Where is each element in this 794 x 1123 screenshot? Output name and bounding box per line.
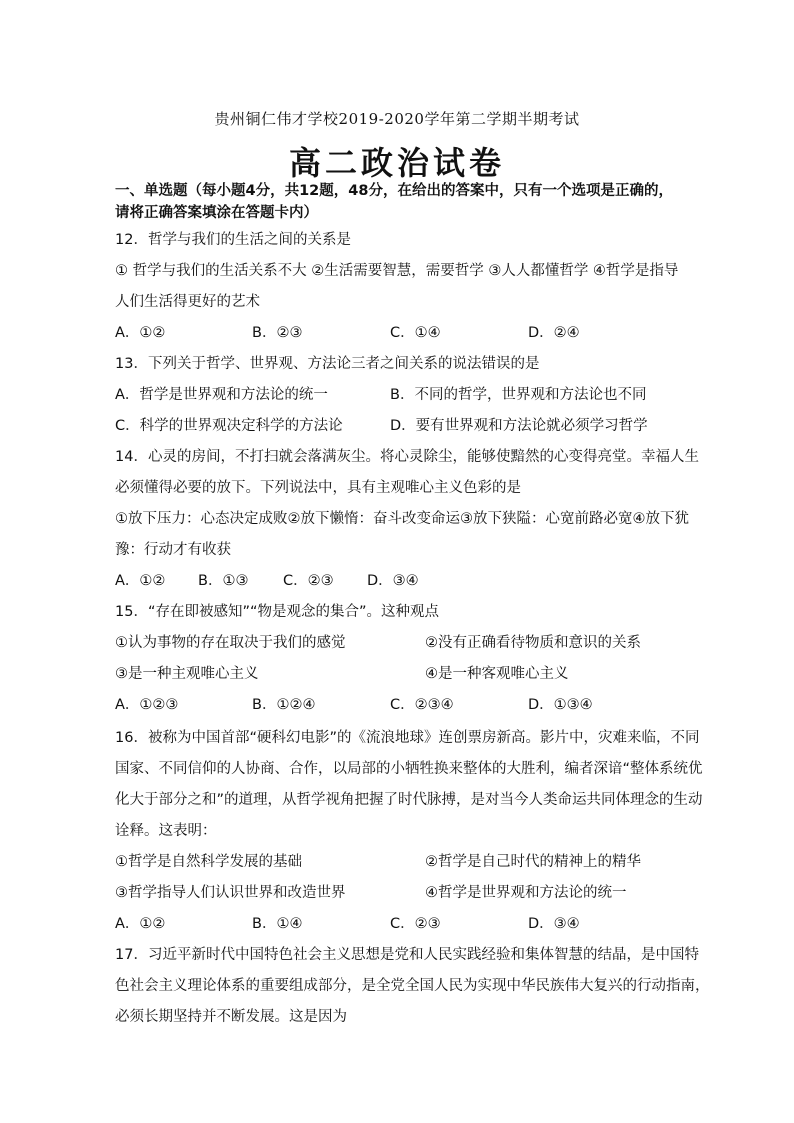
question-16-item-1: ①哲学是自然科学发展的基础	[115, 854, 302, 870]
question-15-option-d: D．①③④	[528, 697, 593, 713]
question-12-option-b: B．②③	[252, 325, 303, 341]
question-16-option-a: A．①②	[115, 916, 166, 932]
question-17-stem-cont-2: 必须长期坚持并不断发展。这是因为	[115, 1009, 347, 1025]
question-15-option-a: A．①②③	[115, 697, 179, 713]
question-14-option-b: B．①③	[198, 573, 249, 589]
question-16-item-3: ③哲学指导人们认识世界和改造世界	[115, 885, 346, 901]
question-15-item-2: ②没有正确看待物质和意识的关系	[425, 635, 641, 651]
question-14-items-cont: 豫：行动才有收获	[115, 542, 231, 558]
question-17-stem-cont-1: 色社会主义理论体系的重要组成部分，是全党全国人民为实现中华民族伟大复兴的行动指南，	[115, 978, 710, 994]
question-16-stem-cont-2: 化大于部分之和”的道理，从哲学视角把握了时代脉搏，是对当今人类命运共同体理念的生动	[115, 792, 703, 808]
question-14-stem-cont: 必须懂得必要的放下。下列说法中，具有主观唯心主义色彩的是	[115, 480, 521, 496]
question-13-option-c: C．科学的世界观决定科学的方法论	[115, 418, 343, 434]
question-13-stem: 13．下列关于哲学、世界观、方法论三者之间关系的说法错误的是	[115, 356, 540, 372]
question-16-item-4: ④哲学是世界观和方法论的统一	[425, 885, 627, 901]
question-14-items: ①放下压力：心态决定成败②放下懒惰：奋斗改变命运③放下狭隘：心宽前路必宽④放下犹	[115, 511, 689, 527]
question-16-option-d: D．③④	[528, 916, 580, 932]
question-14-option-a: A．①②	[115, 573, 166, 589]
question-16-stem: 16．被称为中国首部“硬科幻电影”的《流浪地球》连创票房新高。影片中，灾难来临，不同	[115, 730, 700, 746]
question-16-stem-cont-1: 国家、不同信仰的人协商、合作，以局部的小牺牲换来整体的大胜利，编者深谙“整体系统优	[115, 761, 703, 777]
question-13-option-b: B．不同的哲学，世界观和方法论也不同	[390, 387, 647, 403]
school-header: 贵州铜仁伟才学校2019-2020学年第二学期半期考试	[214, 110, 580, 128]
question-12-items: ① 哲学与我们的生活关系不大 ②生活需要智慧，需要哲学 ③人人都懂哲学 ④哲学是指导	[115, 263, 679, 279]
question-12-stem: 12．哲学与我们的生活之间的关系是	[115, 232, 351, 248]
question-15-stem: 15．“存在即被感知”“物是观念的集合”。这种观点	[115, 604, 439, 620]
question-15-option-b: B．①②④	[252, 697, 316, 713]
question-17-stem: 17．习近平新时代中国特色社会主义思想是党和人民实践经验和集体智慧的结晶，是中国特	[115, 947, 699, 963]
question-12-option-d: D．②④	[528, 325, 580, 341]
question-16-item-2: ②哲学是自己时代的精神上的精华	[425, 854, 641, 870]
question-15-item-4: ④是一种客观唯心主义	[425, 666, 569, 682]
question-15-item-3: ③是一种主观唯心主义	[115, 666, 259, 682]
question-13-option-a: A．哲学是世界观和方法论的统一	[115, 387, 328, 403]
question-12-option-c: C．①④	[390, 325, 441, 341]
exam-title: 高二政治试卷	[288, 144, 505, 182]
question-16-option-b: B．①④	[252, 916, 303, 932]
question-14-option-d: D．③④	[367, 573, 419, 589]
section-heading: 一、单选题（每小题4分，共12题，48分，在给出的答案中，只有一个选项是正确的，请将正确答案填涂在答题卡内）	[115, 183, 673, 221]
question-16-stem-cont-3: 诠释。这表明：	[115, 823, 217, 839]
question-15-item-1: ①认为事物的存在取决于我们的感觉	[115, 635, 346, 651]
question-12-items-cont: 人们生活得更好的艺术	[115, 294, 260, 310]
question-12-option-a: A．①②	[115, 325, 166, 341]
question-15-option-c: C．②③④	[390, 697, 454, 713]
question-14-stem: 14．心灵的房间，不打扫就会落满灰尘。将心灵除尘，能够使黯然的心变得亮堂。幸福人生	[115, 449, 699, 465]
question-14-option-c: C．②③	[283, 573, 334, 589]
question-13-option-d: D．要有世界观和方法论就必须学习哲学	[390, 418, 648, 434]
question-16-option-c: C．②③	[390, 916, 441, 932]
